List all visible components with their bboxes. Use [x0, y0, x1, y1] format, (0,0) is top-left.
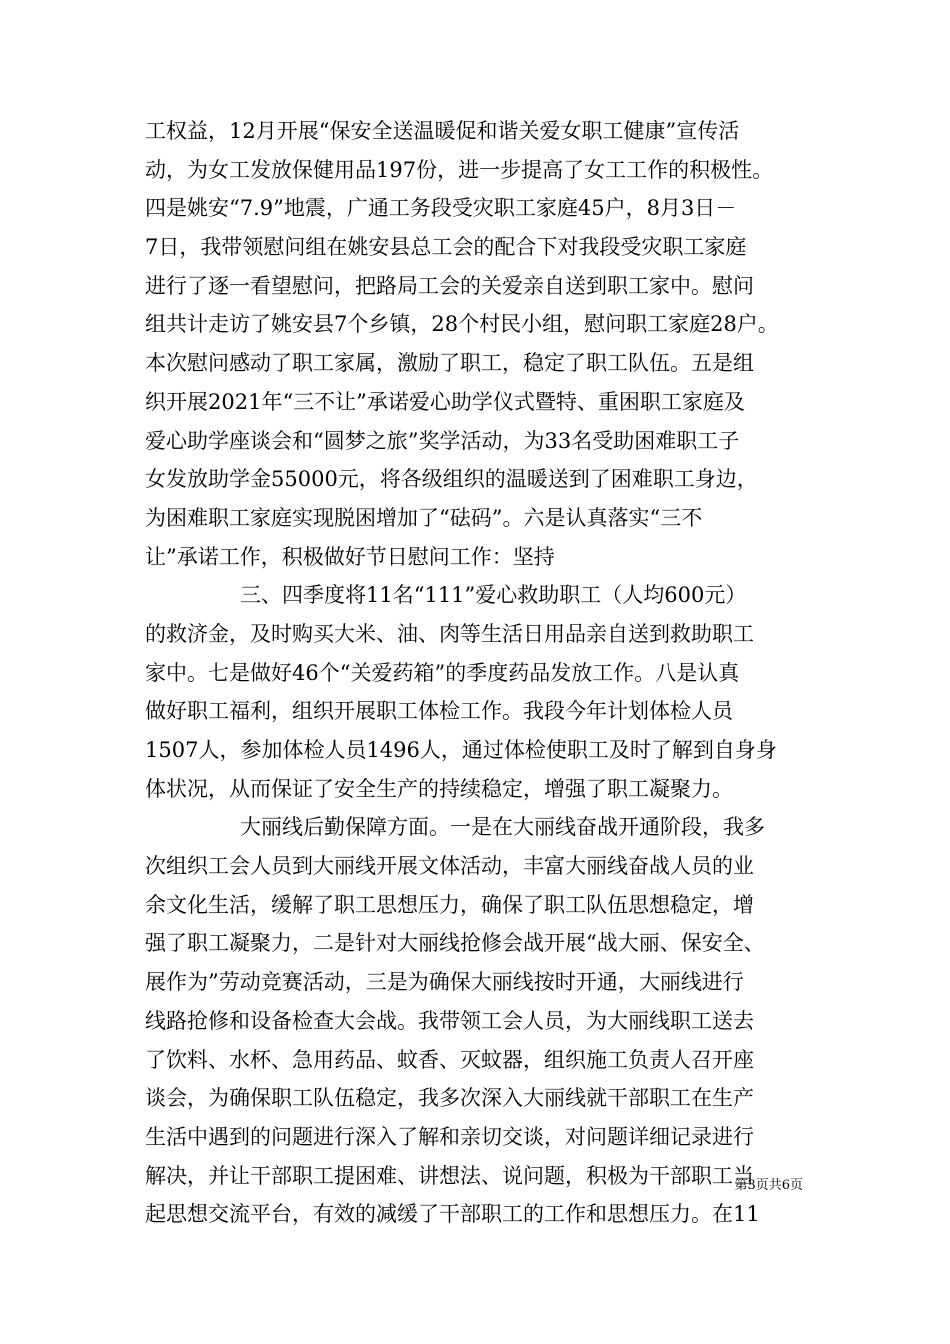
- text-line: 做好职工福利，组织开展职工体检工作。我段今年计划体检人员: [145, 699, 733, 724]
- text-line: 1507人，参加体检人员1496人，通过体检使职工及时了解到自身身: [145, 738, 777, 762]
- text-line: 三、四季度将11名“111”爱心救助职工（人均600元）: [240, 583, 747, 608]
- text-line: 余文化生活，缓解了职工思想压力，确保了职工队伍思想稳定，增: [145, 892, 754, 917]
- text-line: 生活中遇到的问题进行深入了解和亲切交谈，对问题详细记录进行: [145, 1124, 754, 1149]
- text-line: 为困难职工家庭实现脱困增加了“砝码”。六是认真落实“三不: [145, 505, 703, 530]
- text-line: 女发放助学金55000元，将各级组织的温暖送到了困难职工身边，: [145, 467, 758, 492]
- text-line: 四是姚安“7.9”地震，广通工务段受灾职工家庭45户，8月3日－: [145, 196, 737, 221]
- page-number: 第3页共6页: [734, 1178, 803, 1193]
- text-line: 次组织工会人员到大丽线开展文体活动，丰富大丽线奋战人员的业: [145, 854, 754, 879]
- text-line: 展作为”劳动竞赛活动，三是为确保大丽线按时开通，大丽线进行: [145, 970, 744, 995]
- text-line: 组共计走访了姚安县7个乡镇，28个村民小组，慰问职工家庭28户。: [145, 312, 779, 337]
- text-line: 谈会，为确保职工队伍稳定，我多次深入大丽线就干部职工在生产: [145, 1086, 754, 1111]
- text-line: 的救济金，及时购买大米、油、肉等生活日用品亲自送到救助职工: [145, 621, 754, 646]
- text-line: 强了职工凝聚力，二是针对大丽线抢修会战开展“战大丽、保安全、: [145, 931, 765, 956]
- text-line: 织开展2021年“三不让”承诺爱心助学仪式暨特、重困职工家庭及: [145, 389, 745, 414]
- text-line: 进行了逐一看望慰问，把路局工会的关爱亲自送到职工家中。慰问: [145, 273, 754, 298]
- text-line: 动，为女工发放保健用品197份，进一步提高了女工工作的积极性。: [145, 157, 774, 182]
- text-line: 工权益，12月开展“保安全送温暖促和谐关爱女职工健康”宣传活: [145, 119, 740, 143]
- text-line: 本次慰问感动了职工家属，激励了职工，稳定了职工队伍。五是组: [145, 351, 754, 376]
- text-line: 7日，我带领慰问组在姚安县总工会的配合下对我段受灾职工家庭: [145, 235, 747, 260]
- document-body: [145, 112, 809, 1234]
- text-line: 让”承诺工作，积极做好节日慰问工作：坚持: [145, 544, 555, 569]
- text-line: 爱心助学座谈会和“圆梦之旅”奖学活动，为33名受助困难职工子: [145, 428, 740, 453]
- text-line: 体状况，从而保证了安全生产的持续稳定，增强了职工凝聚力。: [145, 776, 733, 801]
- text-line: 了饮料、水杯、急用药品、蚊香、灭蚊器，组织施工负责人召开座: [145, 1047, 754, 1072]
- text-line: 大丽线后勤保障方面。一是在大丽线奋战开通阶段，我多: [240, 815, 765, 840]
- text-line: 解决，并让干部职工提困难、讲想法、说问题，积极为干部职工当: [145, 1163, 754, 1188]
- text-line: 线路抢修和设备检查大会战。我带领工会人员，为大丽线职工送去: [145, 1008, 754, 1033]
- text-line: 起思想交流平台，有效的减缓了干部职工的工作和思想压力。在11: [145, 1202, 760, 1227]
- text-line: 家中。七是做好46个“关爱药箱”的季度药品发放工作。八是认真: [145, 660, 740, 685]
